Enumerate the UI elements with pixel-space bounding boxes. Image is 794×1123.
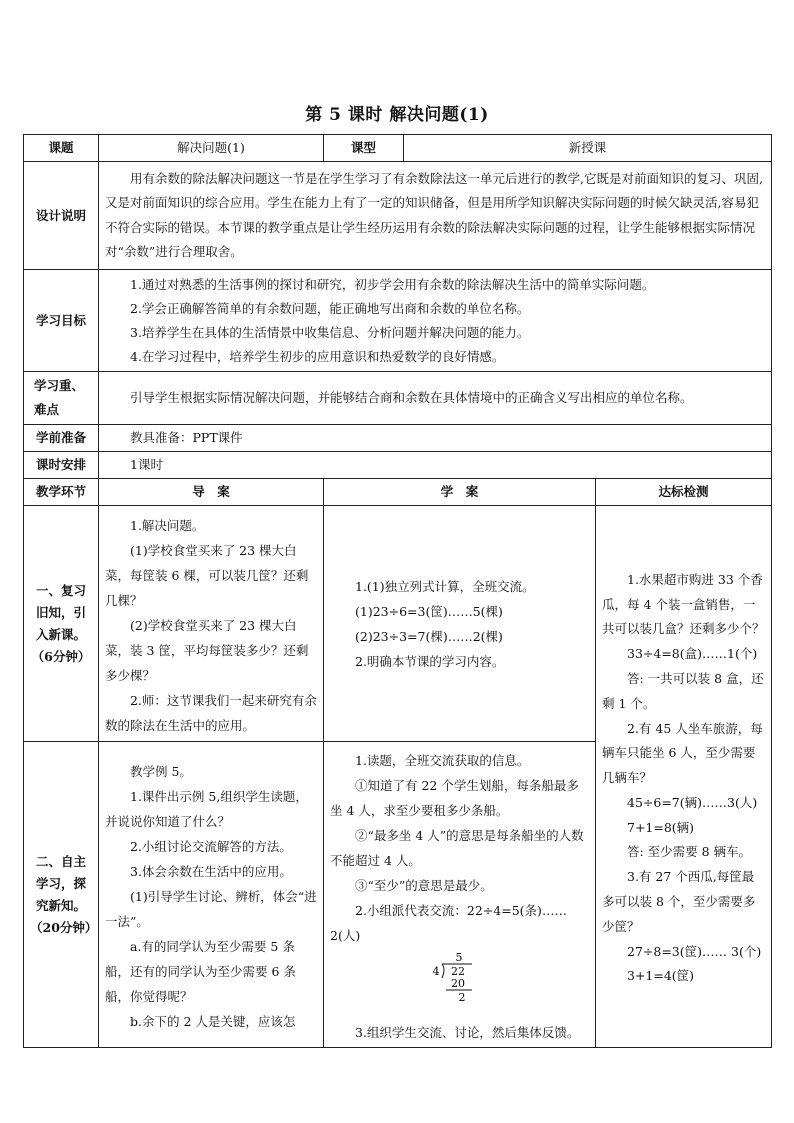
- guide-paragraph: (1)学校食堂买来了 23 棵大白菜，每筐装 6 棵，可以装几筐？还剩几棵？: [105, 543, 309, 608]
- stage-2-study: [324, 742, 596, 1048]
- label-schedule: 课时安排: [24, 452, 99, 479]
- stage-2-guide: [99, 742, 324, 1048]
- check-item: 3.有 27 个西瓜,每筐最多可以装 8 个，至少需要多少筐？: [602, 869, 756, 934]
- guide-paragraph: 2.小组讨论交流解答的方法。: [130, 839, 292, 854]
- row-phase-header: [24, 479, 772, 506]
- guide-paragraph: (1)引导学生讨论、辨析，体会“进一法”。: [105, 889, 317, 929]
- check-item: 7+1=8(辆): [627, 819, 695, 835]
- check-item: 33÷4=8(盒)……1(个): [627, 646, 758, 662]
- key-points-cell: [99, 372, 772, 425]
- type-value: 新授课: [404, 135, 772, 162]
- check-item: 27÷8=3(筐)…… 3(个): [627, 943, 762, 959]
- prep-cell: [99, 425, 772, 452]
- stage-2-name: [24, 742, 99, 1048]
- study-paragraph: ②“最多坐 4 人”的意思是每条船坐的人数不能超过 4 人。: [330, 828, 584, 868]
- row-key-points: [24, 372, 772, 425]
- lesson-plan-table: [23, 134, 772, 1048]
- study-paragraph: (1)23÷6=3(筐)……5(棵): [355, 603, 503, 619]
- stage-1-study: [324, 506, 596, 742]
- label-check: 达标检测: [596, 479, 772, 506]
- check-item: 1.水果超市购进 33 个香瓜，每 4 个装一盒销售，一共可以装几盒？还剩多少个？: [602, 571, 765, 637]
- row-schedule: [24, 452, 772, 479]
- stage-1-guide: [99, 506, 324, 742]
- topic-value: 解决问题(1): [99, 135, 324, 162]
- key-points-text: 引导学生根据实际情况解决问题，并能够结合商和余数在具体情境中的正确含义写出相应的单位名称。: [130, 390, 693, 405]
- division-remainder: 2: [458, 991, 466, 1004]
- row-prep: [24, 425, 772, 452]
- stage-2-line: （20分钟）: [30, 919, 98, 935]
- design-text: 用有余数的除法解决问题这一节是在学生学习了有余数除法这一单元后进行的教学,它既是对前面知识的复习、巩固,又是对前面知识的综合应用。学生在能力上有了一定的知识储备，但是用所学知识解决实际问题的时候欠缺灵活,容易犯不符合实际的错误。本节课的教学重点是让学生经历运用有余数的除法解决实际问题的过程，让学生能够根据实际情况对“余数”进行合理取舍。: [105, 170, 763, 259]
- study-paragraph: 3.组织学生交流、讨论，然后集体反馈。: [355, 1025, 580, 1040]
- guide-paragraph: 教学例 5。: [130, 764, 192, 779]
- label-key-points: [24, 372, 99, 425]
- stage-2-line: 二、自主: [35, 853, 86, 869]
- guide-paragraph: 3.体会余数在生活中的应用。: [130, 864, 292, 879]
- row-design: [24, 162, 772, 270]
- label-topic: 课题: [24, 135, 99, 162]
- check-cell: [596, 506, 772, 1048]
- goals-cell: [99, 270, 772, 372]
- stage-2-line: 究新知。: [35, 897, 86, 913]
- goal-item: 4.在学习过程中，培养学生初步的应用意识和热爱数学的良好情感。: [130, 348, 505, 364]
- label-study: 学 案: [324, 479, 596, 506]
- row-topic: [24, 135, 772, 162]
- stage-1-line: （6分钟）: [31, 648, 91, 664]
- division-divisor: 4: [432, 965, 440, 978]
- page-title: 第 5 课时 解决问题(1): [305, 105, 489, 125]
- stage-1-line: 旧知，引: [35, 604, 86, 620]
- check-item: 2.有 45 人坐车旅游，每辆车只能坐 6 人，至少需要几辆车？: [602, 720, 763, 786]
- label-type: 课型: [324, 135, 404, 162]
- check-item: 答: 一共可以装 8 盒，还剩 1 个。: [602, 670, 764, 711]
- long-division-figure: [422, 950, 482, 1006]
- study-paragraph: (2)23÷3=7(棵)……2(棵): [355, 628, 503, 644]
- schedule-cell: [99, 452, 772, 479]
- check-item: 45÷6=7(辆)……3(人): [627, 794, 758, 810]
- stage-2-line: 学习，探: [35, 875, 86, 891]
- study-paragraph: 1.(1)独立列式计算，全班交流。: [355, 578, 535, 594]
- label-design: 设计说明: [24, 162, 99, 270]
- goal-item: 1.通过对熟悉的生活事例的探讨和研究，初步学会用有余数的除法解决生活中的简单实际问题。: [130, 276, 655, 292]
- prep-text: 教具准备：PPT课件: [130, 430, 243, 445]
- division-quotient: 5: [455, 951, 463, 964]
- goal-item: 3.培养学生在具体的生活情景中收集信息、分析问题并解决问题的能力。: [130, 324, 530, 340]
- long-division: [330, 948, 589, 1008]
- row-goals: [24, 270, 772, 372]
- division-bracket: [442, 964, 444, 978]
- goal-item: 2.学会正确解答简单的有余数问题，能正确地写出商和余数的单位名称。: [130, 300, 530, 316]
- stage-1-line: 入新课。: [35, 626, 86, 642]
- label-goals: 学习目标: [24, 270, 99, 372]
- check-item: 答: 至少需要 8 辆车。: [627, 844, 752, 860]
- schedule-text: 1课时: [130, 457, 163, 472]
- guide-paragraph: a.有的同学认为至少需要 5 条船，还有的同学认为至少需要 6 条船，你觉得呢？: [105, 939, 296, 1004]
- guide-paragraph: b.余下的 2 人是关键，应该怎: [130, 1014, 296, 1029]
- key-points-label-text: 学习重、难点: [34, 378, 85, 417]
- study-paragraph: 1.读题，全班交流获取的信息。: [355, 753, 530, 768]
- study-paragraph: 2.小组派代表交流：22÷4=5(条)……2(人): [330, 903, 567, 943]
- label-phase: 教学环节: [24, 479, 99, 506]
- row-stage-1: [24, 506, 772, 742]
- design-cell: [99, 162, 772, 270]
- division-product: 20: [451, 977, 465, 990]
- label-guide: 导 案: [99, 479, 324, 506]
- guide-paragraph: (2)学校食堂买来了 23 棵大白菜，装 3 筐，平均每筐装多少？还剩多少棵？: [105, 618, 309, 683]
- stage-1-line: 一、复习: [35, 582, 86, 598]
- guide-paragraph: 1.解决问题。: [130, 518, 205, 533]
- study-paragraph: ③“至少”的意思是最少。: [355, 878, 493, 893]
- guide-paragraph: 1.课件出示例 5,组织学生读题，并说说你知道了什么？: [105, 789, 308, 829]
- label-prep: 学前准备: [24, 425, 99, 452]
- study-paragraph: ①知道了有 22 个学生划船，每条船最多坐 4 人，求至少要租多少条船。: [330, 778, 579, 818]
- stage-1-name: [24, 506, 99, 742]
- division-dividend: 22: [451, 965, 465, 978]
- study-paragraph: 2.明确本节课的学习内容。: [355, 653, 505, 669]
- guide-paragraph: 2.师：这节课我们一起来研究有余数的除法在生活中的应用。: [105, 693, 317, 733]
- check-item: 3+1=4(筐): [627, 968, 695, 984]
